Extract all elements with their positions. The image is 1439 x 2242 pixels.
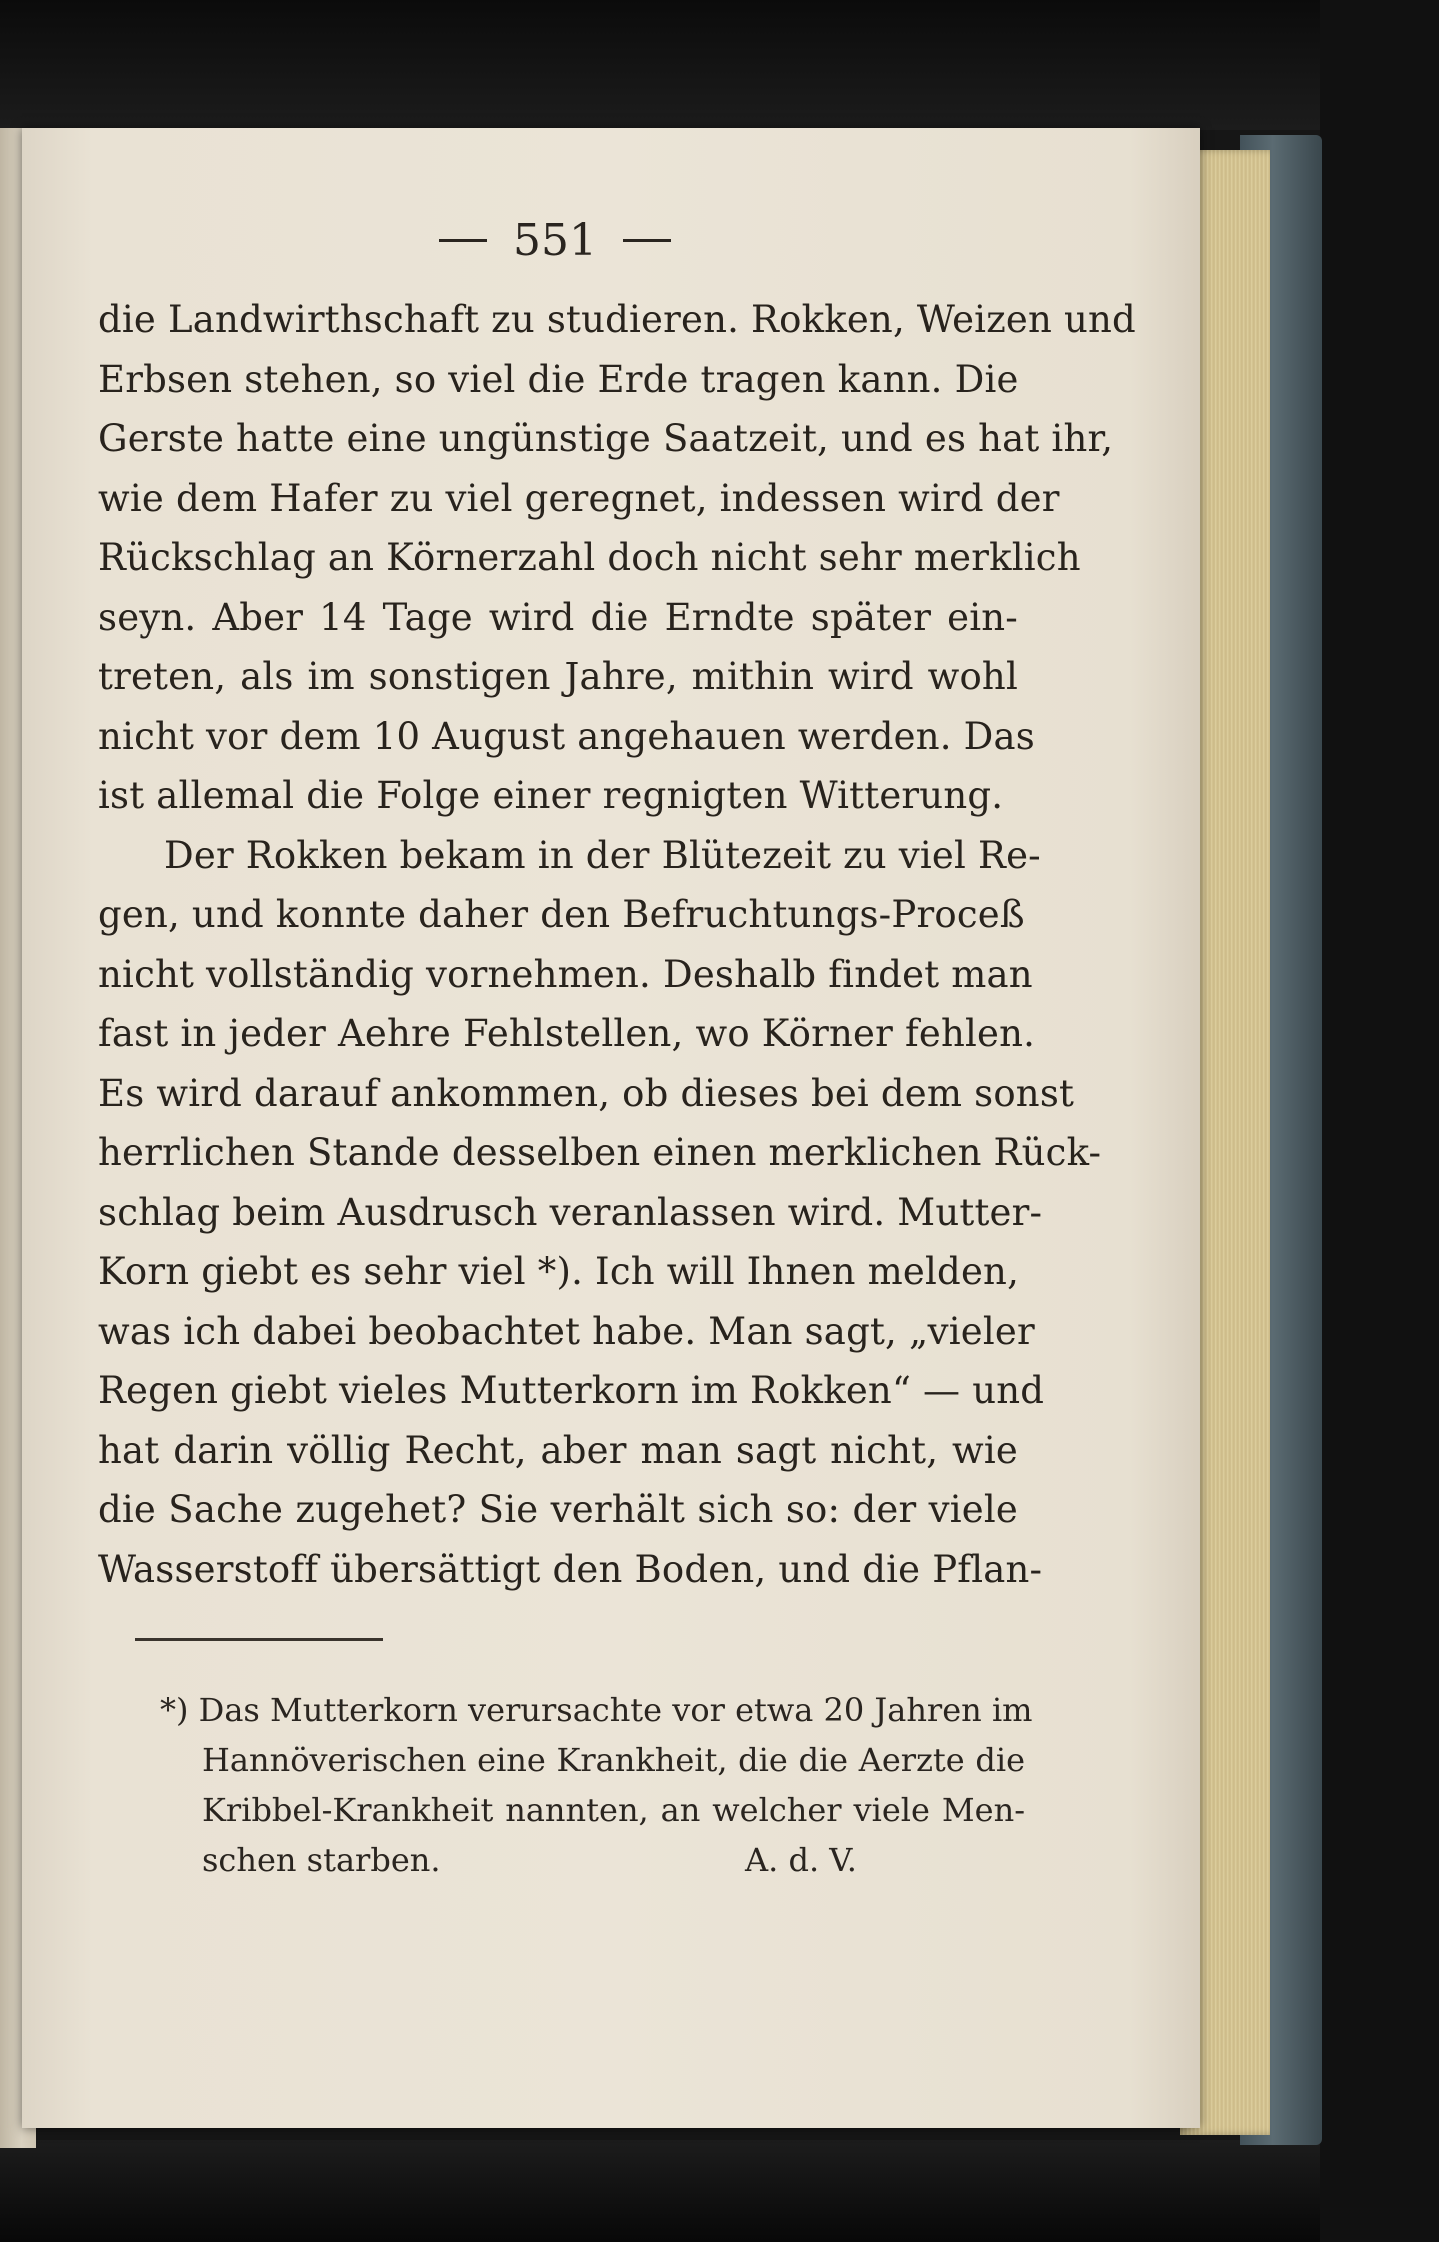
footnote-signature: A. d. V. (745, 1841, 857, 1879)
body-line: die Landwirthschaft zu studieren. Rokken, Weizen und (98, 298, 1136, 341)
body-line: die Sache zugehet? Sie verhält sich so: der viele (98, 1488, 1018, 1531)
body-line: Wasserstoff übersättigt den Boden, und die Pflan- (98, 1547, 1043, 1591)
body-line: Regen giebt vieles Mutterkorn im Rokken“ — und (98, 1369, 1045, 1412)
body-line: Erbsen stehen, so viel die Erde tragen kann. Die (98, 357, 1019, 401)
body-line: Es wird darauf ankommen, ob dieses bei dem sonst (98, 1071, 1075, 1115)
body-line: Gerste hatte eine ungünstige Saatzeit, und es hat ihr, (98, 417, 1114, 460)
footnote-rule (135, 1638, 383, 1641)
body-line: schlag beim Ausdrusch veranlassen wird. Mutter- (98, 1190, 1043, 1234)
body-line: hat darin völlig Recht, aber man sagt nicht, wie (98, 1428, 1018, 1472)
body-line: Der Rokken bekam in der Blütezeit zu viel Re- (164, 833, 1041, 877)
body-line: seyn. Aber 14 Tage wird die Erndte später ein- (98, 595, 1018, 639)
backdrop-top (0, 0, 1439, 130)
body-line: Korn giebt es sehr viel *). Ich will Ihnen melden, (98, 1250, 1020, 1293)
body-text (98, 290, 1136, 1599)
backdrop-bottom (0, 2140, 1439, 2242)
body-line: gen, und konnte daher den Befruchtungs-Proceß (98, 893, 1025, 936)
body-line: ist allemal die Folge einer regnigten Witterung. (98, 774, 1004, 817)
body-line: was ich dabei beobachtet habe. Man sagt, „vieler (98, 1309, 1035, 1353)
backdrop-right (1320, 0, 1439, 2242)
page-header (395, 210, 715, 270)
body-line: fast in jeder Aehre Fehlstellen, wo Körner fehlen. (98, 1012, 1036, 1055)
footnote-line: schen starben. (202, 1841, 441, 1879)
body-line: wie dem Hafer zu viel geregnet, indessen wird der (98, 476, 1060, 520)
footnote (160, 1685, 1033, 1885)
footnote-line: *) Das Mutterkorn verursachte vor etwa 20 Jahren im (160, 1691, 1033, 1729)
header-dash-right (623, 239, 671, 242)
body-line: nicht vollständig vornehmen. Deshalb findet man (98, 952, 1033, 996)
body-line: Rückschlag an Körnerzahl doch nicht sehr merklich (98, 536, 1081, 579)
body-line: treten, als im sonstigen Jahre, mithin wird wohl (98, 655, 1018, 698)
body-line: nicht vor dem 10 August angehauen werden. Das (98, 714, 1035, 758)
header-dash-left (439, 239, 487, 242)
footnote-line: Kribbel-Krankheit nannten, an welcher viele Men- (202, 1791, 1025, 1829)
footnote-line: Hannöverischen eine Krankheit, die die Aerzte die (202, 1741, 1025, 1779)
body-line: herrlichen Stande desselben einen merklichen Rück- (98, 1131, 1102, 1174)
page-number: 551 (513, 214, 597, 266)
